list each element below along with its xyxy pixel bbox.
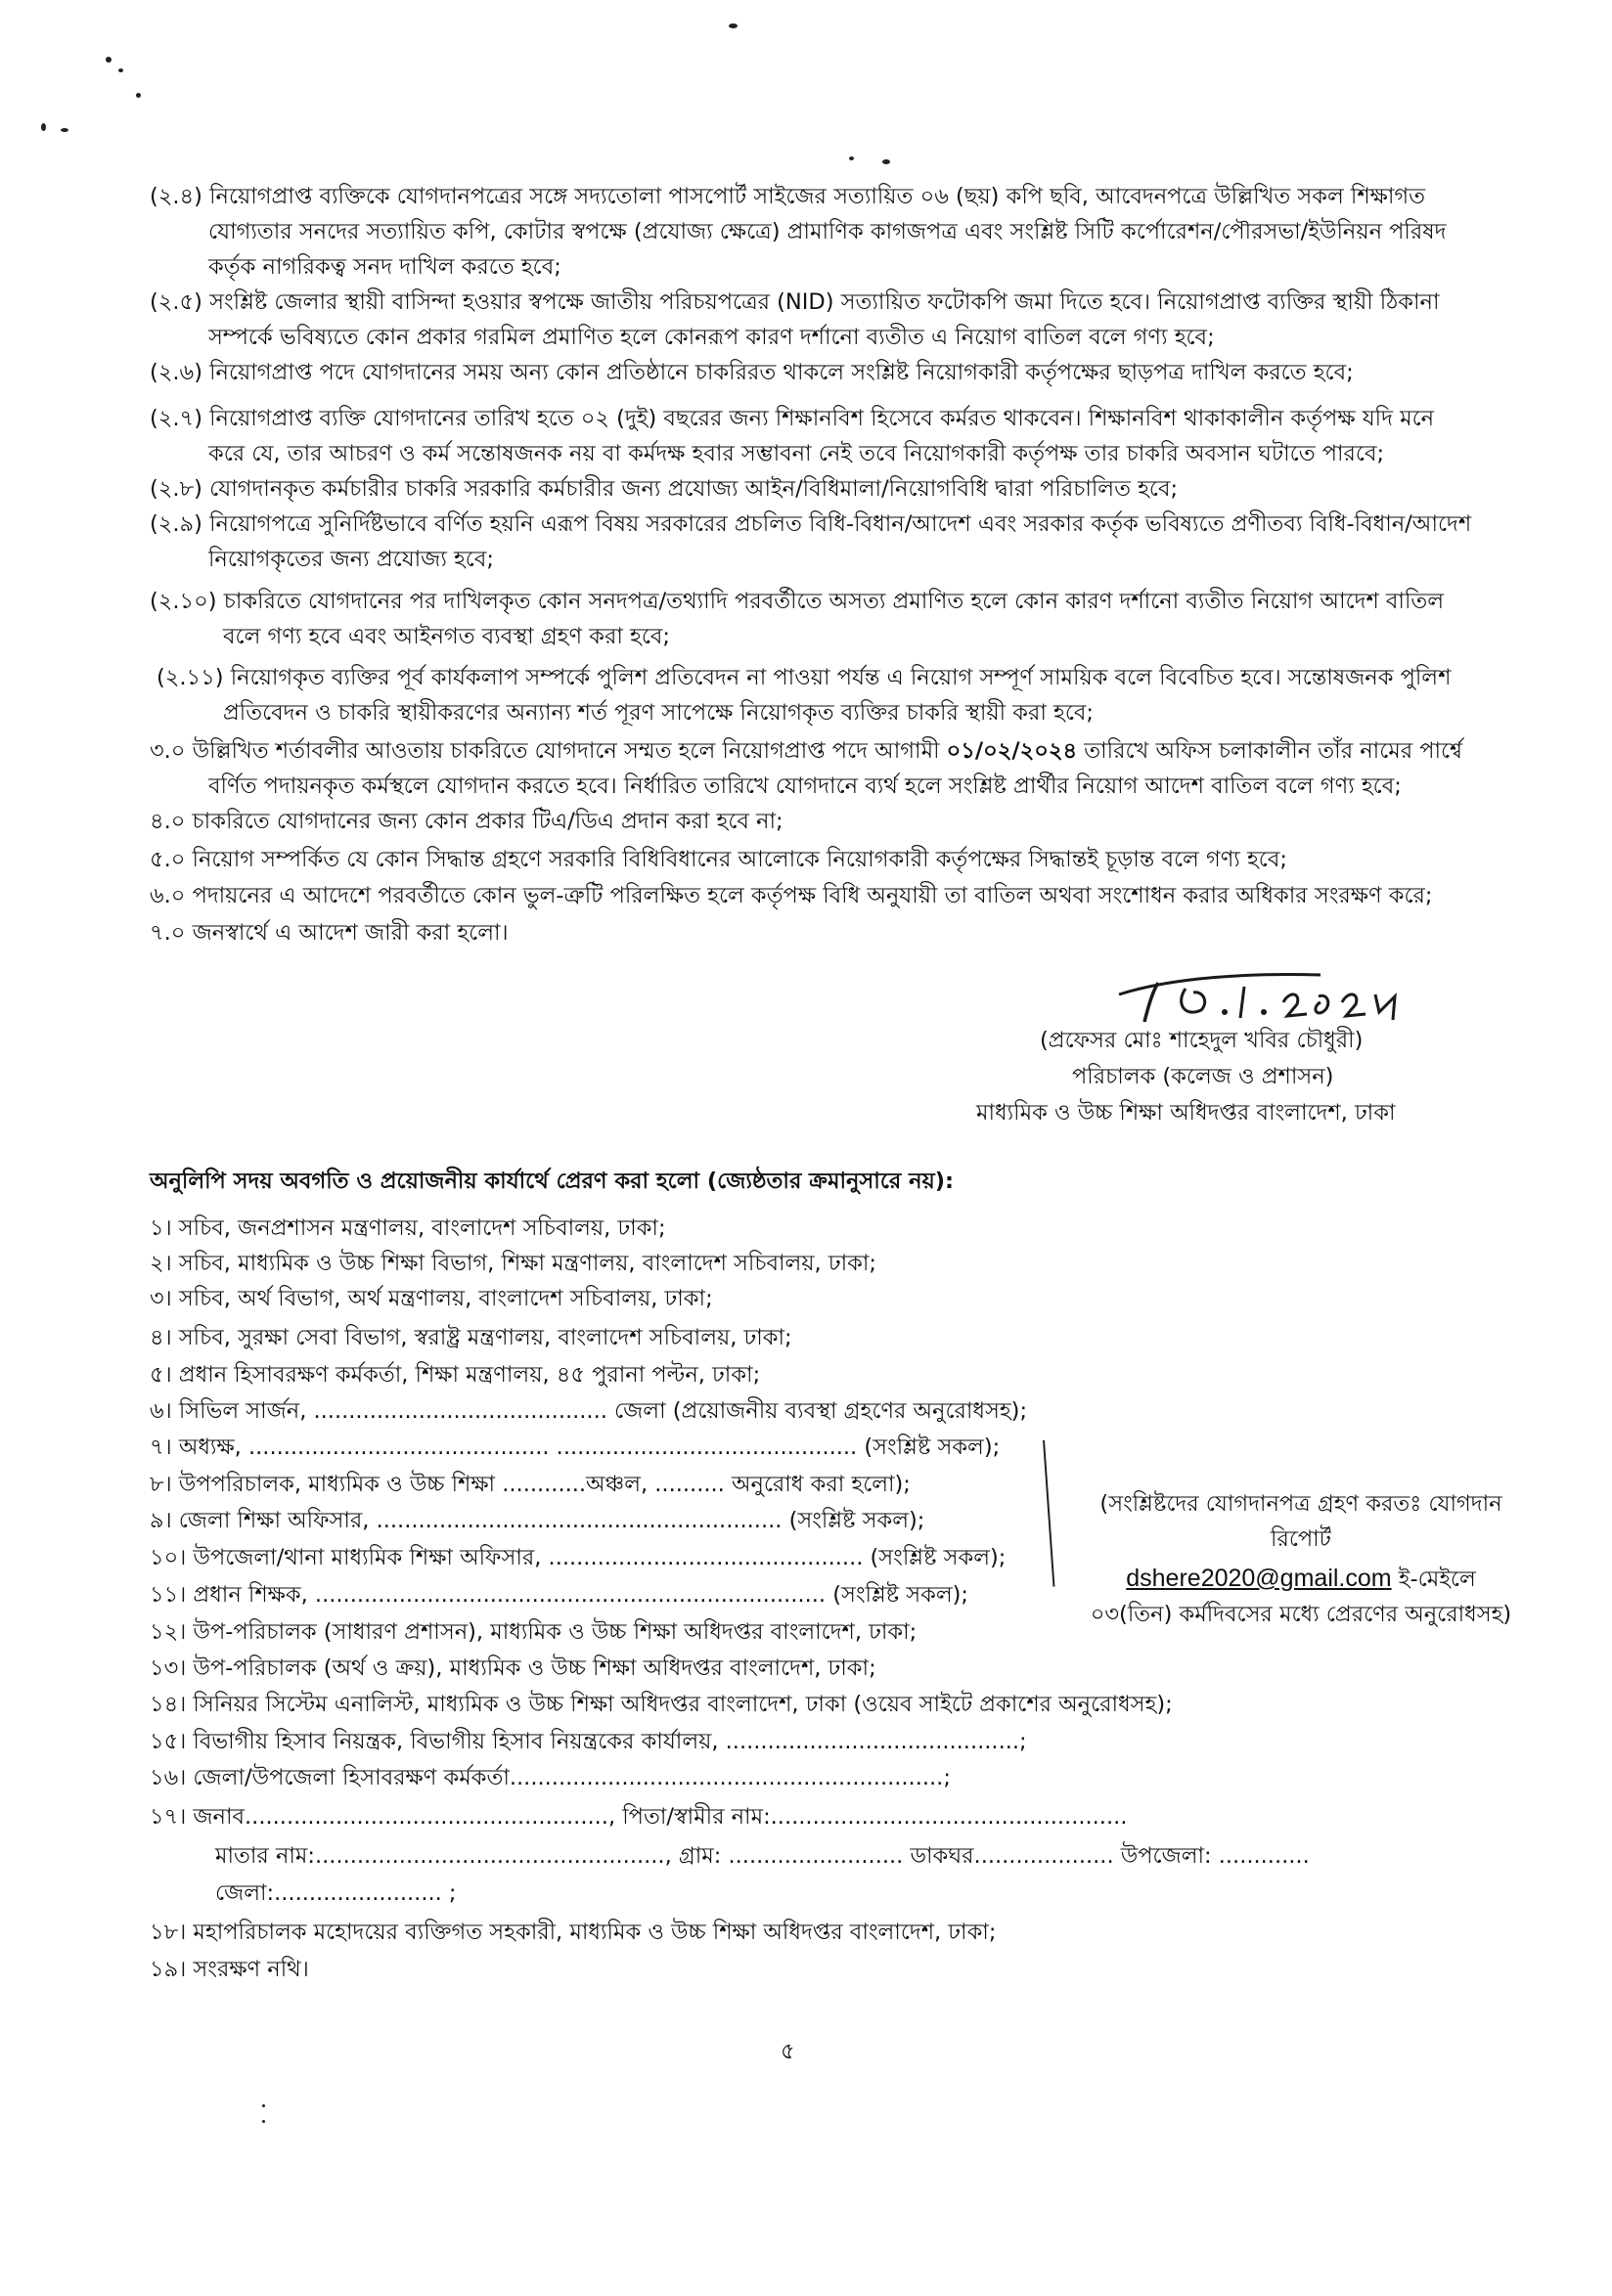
condition-text: চাকরিতে যোগদানের পর দাখিলকৃত কোন সনদপত্র/তথ্যাদি পরবর্তীতে অসত্য প্রমাণিত হলে কোন কারণ দর্শানো ব্যতীত নিয়োগ আদেশ বাতিল xyxy=(223,589,1445,614)
condition-text: বলে গণ্য হবে এবং আইনগত ব্যবস্থা গ্রহণ করা হবে; xyxy=(223,624,671,649)
email-link[interactable]: dshere2020@gmail.com xyxy=(1126,1565,1392,1592)
condition-number: (২.৪) xyxy=(150,184,202,209)
copy-item: ১৯। সংরক্ষণ নথি। xyxy=(150,1957,309,1982)
order-text: ৩.০ উল্লিখিত শর্তাবলীর আওতায় চাকরিতে যোগদানে সম্মত হলে নিয়োগপ্রাপ্ত পদে আগামী xyxy=(150,738,940,764)
copy-item: ১৩। উপ-পরিচালক (অর্থ ও ক্রয়), মাধ্যমিক ও উচ্চ শিক্ষা অধিদপ্তর বাংলাদেশ, ঢাকা; xyxy=(150,1656,876,1681)
side-note-text: (সংশ্লিষ্টদের যোগদানপত্র গ্রহণ করতঃ যোগদান রিপোর্ট xyxy=(1099,1491,1502,1552)
signatory-designation: পরিচালক (কলেজ ও প্রশাসন) xyxy=(1072,1064,1334,1089)
condition-number: (২.৫) xyxy=(150,289,202,315)
copy-item: ১৮। মহাপরিচালক মহোদয়ের ব্যক্তিগত সহকারী, মাধ্যমিক ও উচ্চ শিক্ষা অধিদপ্তর বাংলাদেশ, ঢাকা; xyxy=(150,1920,997,1945)
copy-item: ১১। প্রধান শিক্ষক, ......................................................................... (সংশ্লিষ্ট সকল); xyxy=(150,1582,969,1608)
order-6: ৬.০ পদায়নের এ আদেশে পরবর্তীতে কোন ভুল-ত্রুটি পরিলক্ষিত হলে কর্তৃপক্ষ বিধি অনুযায়ী তা বাতিল অথবা সংশোধন করার অধিকার সংরক্ষণ করে; xyxy=(150,883,1433,908)
condition-text: যোগদানকৃত কর্মচারীর চাকরি সরকারি কর্মচারীর জন্য প্রযোজ্য আইন/বিধিমালা/নিয়োগবিধি দ্বারা পরিচালিত হবে; xyxy=(209,476,1179,502)
scan-speck xyxy=(849,156,854,160)
scan-speck xyxy=(262,2120,265,2123)
order-3 xyxy=(150,733,1462,769)
copy-item: ১৪। সিনিয়র সিস্টেম এনালিস্ট, মাধ্যমিক ও উচ্চ শিক্ষা অধিদপ্তর বাংলাদেশ, ঢাকা (ওয়েব সাইটে প্রকাশের অনুরোধসহ); xyxy=(150,1692,1173,1717)
side-note-bracket xyxy=(1043,1440,1054,1587)
copy-item: ১২। উপ-পরিচালক (সাধারণ প্রশাসন), মাধ্যমিক ও উচ্চ শিক্ষা অধিদপ্তর বাংলাদেশ, ঢাকা; xyxy=(150,1619,918,1645)
condition-2-10 xyxy=(150,584,1444,619)
copy-item: ২। সচিব, মাধ্যমিক ও উচ্চ শিক্ষা বিভাগ, শিক্ষা মন্ত্রণালয়, বাংলাদেশ সচিবালয়, ঢাকা; xyxy=(150,1251,876,1276)
scan-speck xyxy=(136,93,141,98)
condition-text: প্রতিবেদন ও চাকরি স্থায়ীকরণের অন্যান্য শর্ত পূরণ সাপেক্ষে নিয়োগকৃত ব্যক্তির চাকরি স্থায়ী করা হবে; xyxy=(223,700,1094,726)
condition-number: (২.১১) xyxy=(157,665,224,690)
copy-item: ৪। সচিব, সুরক্ষা সেবা বিভাগ, স্বরাষ্ট্র মন্ত্রণালয়, বাংলাদেশ সচিবালয়, ঢাকা; xyxy=(150,1325,792,1350)
signatory-office: মাধ্যমিক ও উচ্চ শিক্ষা অধিদপ্তর বাংলাদেশ, ঢাকা xyxy=(976,1100,1396,1126)
condition-text: সম্পর্কে ভবিষ্যতে কোন প্রকার গরমিল প্রমাণিত হলে কোনরূপ কারণ দর্শানো ব্যতীত এ নিয়োগ বাতিল বলে গণ্য হবে; xyxy=(208,325,1215,350)
copy-item: ৬। সিভিল সার্জন, .......................................... জেলা (প্রয়োজনীয় ব্যবস্থা গ্রহণের অনুরোধসহ); xyxy=(150,1398,1028,1424)
condition-2-9 xyxy=(150,507,1471,542)
scan-speck xyxy=(41,123,46,131)
copy-item: ৩। সচিব, অর্থ বিভাগ, অর্থ মন্ত্রণালয়, বাংলাদেশ সচিবালয়, ঢাকা; xyxy=(150,1286,713,1311)
side-note-email-line xyxy=(1066,1561,1536,1597)
condition-number: (২.৮) xyxy=(150,476,202,502)
copy-item-continuation: মাতার নাম:.................................................., গ্রাম: ......................... ডাকঘর.................... উপজেলা: ............. xyxy=(215,1843,1310,1869)
scan-speck xyxy=(882,159,890,164)
scan-speck xyxy=(106,57,112,63)
condition-text: নিয়োগকৃতের জন্য প্রযোজ্য হবে; xyxy=(208,547,494,572)
copy-item: ১৭। জনাব...................................................., পিতা/স্বামীর নাম:................................................... xyxy=(150,1804,1128,1830)
scan-speck xyxy=(61,128,68,132)
order-4: ৪.০ চাকরিতে যোগদানের জন্য কোন প্রকার টিএ/ডিএ প্রদান করা হবে না; xyxy=(150,809,784,834)
copy-item: ১০। উপজেলা/থানা মাধ্যমিক শিক্ষা অফিসার, ............................................. (সংশ্লিষ্ট সকল); xyxy=(150,1545,1007,1570)
copy-item-continuation: জেলা:........................ ; xyxy=(215,1880,457,1906)
condition-2-6 xyxy=(150,355,1354,390)
condition-text: করে যে, তার আচরণ ও কর্ম সন্তোষজনক নয় বা কর্মদক্ষ হবার সম্ভাবনা নেই তবে নিয়োগকারী কর্তৃপক্ষ তার চাকরি অবসান ঘটাতে পারবে; xyxy=(208,441,1385,466)
condition-text: নিয়োগপ্রাপ্ত ব্যক্তি যোগদানের তারিখ হতে ০২ (দুই) বছরের জন্য শিক্ষানবিশ হিসেবে কর্মরত থাকবেন। শিক্ষানবিশ থাকাকালীন কর্তৃপক্ষ যদি মনে xyxy=(209,406,1435,431)
copy-item: ১৫। বিভাগীয় হিসাব নিয়ন্ত্রক, বিভাগীয় হিসাব নিয়ন্ত্রকের কার্যালয়, ..........................................; xyxy=(150,1729,1027,1754)
condition-2-4 xyxy=(150,179,1506,214)
condition-text: নিয়োগকৃত ব্যক্তির পূর্ব কার্যকলাপ সম্পর্কে পুলিশ প্রতিবেদন না পাওয়া পর্যন্ত এ নিয়োগ সম্পূর্ণ সাময়িক বলে বিবেচিত হবে। সন্তোষজনক পুলিশ xyxy=(230,665,1452,690)
side-note-text: ০৩(তিন) কর্মদিবসের মধ্যে প্রেরণের অনুরোধসহ) xyxy=(1090,1602,1512,1627)
condition-2-7 xyxy=(150,401,1434,436)
order-text: বর্ণিত পদায়নকৃত কর্মস্থলে যোগদান করতে হবে। নির্ধারিত তারিখে যোগদানে ব্যর্থ হলে সংশ্লিষ্ট প্রার্থীর নিয়োগ আদেশ বাতিল বলে গণ্য হবে; xyxy=(208,773,1402,799)
condition-number: (২.৯) xyxy=(150,511,202,537)
condition-text: সংশ্লিষ্ট জেলার স্থায়ী বাসিন্দা হওয়ার স্বপক্ষে জাতীয় পরিচয়পত্রের (NID) সত্যায়িত ফটোকপি জমা দিতে হবে। নিয়োগপ্রাপ্ত ব্যক্তির স্থায়ী ঠিকানা xyxy=(209,289,1440,315)
condition-text: কর্তৃক নাগরিকত্ব সনদ দাখিল করতে হবে; xyxy=(208,254,561,280)
scan-speck xyxy=(118,68,123,72)
condition-2-8 xyxy=(150,471,1178,507)
condition-number: (২.১০) xyxy=(150,589,217,614)
condition-2-11 xyxy=(157,660,1451,695)
copy-item: ১। সচিব, জনপ্রশাসন মন্ত্রণালয়, বাংলাদেশ সচিবালয়, ঢাকা; xyxy=(150,1215,666,1241)
copy-item: ৫। প্রধান হিসাবরক্ষণ কর্মকর্তা, শিক্ষা মন্ত্রণালয়, ৪৫ পুরানা পল্টন, ঢাকা; xyxy=(150,1362,761,1388)
condition-text: যোগ্যতার সনদের সত্যায়িত কপি, কোটার স্বপক্ষে (প্রযোজ্য ক্ষেত্রে) প্রামাণিক কাগজপত্র এবং সংশ্লিষ্ট সিটি কর্পোরেশন/পৌরসভা/ইউনিয়ন পরিষদ xyxy=(208,219,1447,244)
joining-date: ০১/০২/২০২৪ xyxy=(946,738,1078,764)
condition-text: নিয়োগপ্রাপ্ত পদে যোগদানের সময় অন্য কোন প্রতিষ্ঠানে চাকরিরত থাকলে সংশ্লিষ্ট নিয়োগকারী কর্তৃপক্ষের ছাড়পত্র দাখিল করতে হবে; xyxy=(209,360,1354,385)
condition-number: (২.৬) xyxy=(150,360,202,385)
scan-speck xyxy=(729,23,738,28)
copy-item: ৮। উপপরিচালক, মাধ্যমিক ও উচ্চ শিক্ষা ............অঞ্চল, .......... অনুরোধ করা হলো); xyxy=(150,1472,911,1497)
condition-text: নিয়োগপত্রে সুনির্দিষ্টভাবে বর্ণিত হয়নি এরূপ বিষয় সরকারের প্রচলিত বিধি-বিধান/আদেশ এবং সরকার কর্তৃক ভবিষ্যতে প্রণীতব্য বিধি-বিধান/আদেশ xyxy=(209,511,1472,537)
order-7: ৭.০ জনস্বার্থে এ আদেশ জারী করা হলো। xyxy=(150,920,509,946)
copy-item: ৭। অধ্যক্ষ, ........................................... ........................................... (সংশ্লিষ্ট সকল); xyxy=(150,1435,1001,1460)
copy-item: ৯। জেলা শিক্ষা অফিসার, .......................................................... (সংশ্লিষ্ট সকল); xyxy=(150,1508,925,1533)
copy-heading: অনুলিপি সদয় অবগতি ও প্রয়োজনীয় কার্যার্থে প্রেরণ করা হলো (জ্যেষ্ঠতার ক্রমানুসারে নয়): xyxy=(150,1169,955,1194)
scan-speck xyxy=(262,2104,265,2107)
condition-number: (২.৭) xyxy=(150,406,202,431)
condition-2-5 xyxy=(150,285,1439,320)
order-text: তারিখে অফিস চলাকালীন তাঁর নামের পার্শ্বে xyxy=(1084,738,1462,764)
side-note-text: ই-মেইলে xyxy=(1398,1567,1476,1592)
copy-item: ১৬। জেলা/উপজেলা হিসাবরক্ষণ কর্মকর্তা..............................................................; xyxy=(150,1765,951,1790)
signatory-name: (প্রফেসর মোঃ শাহেদুল খবির চৌধুরী) xyxy=(1040,1028,1364,1053)
condition-text: নিয়োগপ্রাপ্ত ব্যক্তিকে যোগদানপত্রের সঙ্গে সদ্যতোলা পাসপোর্ট সাইজের সত্যায়িত ০৬ (ছয়) কপি ছবি, আবেদনপত্রে উল্লিখিত সকল শিক্ষাগত xyxy=(209,184,1426,209)
side-note xyxy=(1066,1486,1536,1632)
order-5: ৫.০ নিয়োগ সম্পর্কিত যে কোন সিদ্ধান্ত গ্রহণে সরকারি বিধিবিধানের আলোকে নিয়োগকারী কর্তৃপক্ষের সিদ্ধান্তই চূড়ান্ত বলে গণ্য হবে; xyxy=(150,847,1287,872)
page-number: ৫ xyxy=(781,2039,795,2064)
